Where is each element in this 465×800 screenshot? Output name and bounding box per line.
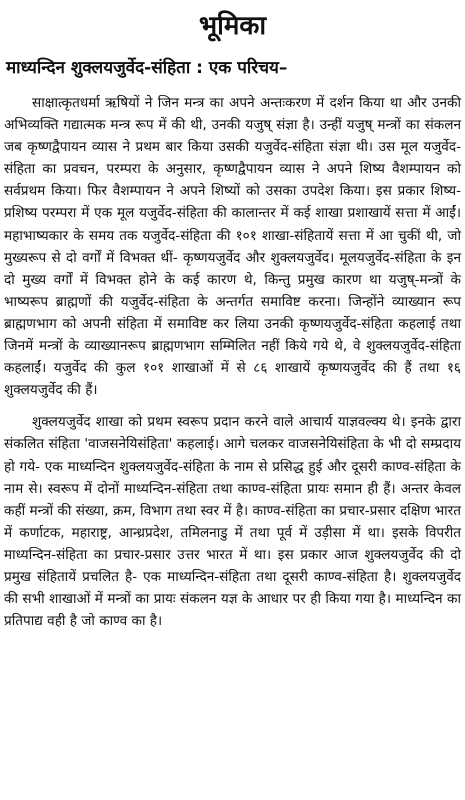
- section-heading: माध्यन्दिन शुक्लयजुर्वेद-संहिता : एक परिचय–: [6, 58, 288, 78]
- paragraph-1: साक्षात्कृतधर्मा ऋषियों ने जिन मन्त्र का अपने अन्तःकरण में दर्शन किया था और उनकी अभिव्यक्ति गद्यात्मक मन्त्र रूप में की थी, उनकी यजुष् संज्ञा है। उन्हीं यजुष् मन्त्रों का संकलन जब कृष्णद्वैपायन व्यास ने प्रथम बार किया उसकी यजुर्वेद-संहिता संज्ञा थी। उस मूल यजुर्वेद-संहिता का प्रवचन, परम्परा के अनुसार, कृष्णद्वैपायन व्यास ने अपने शिष्य वैशम्पायन को सर्वप्रथम किया। फिर वैशम्पायन ने अपने शिष्यों को उसका उपदेश किया। इस प्रकार शिष्य-प्रशिष्य परम्परा में एक मूल यजुर्वेद-संहिता की कालान्तर में कई शाखा प्रशाखायें सत्ता में आईं। महाभाष्यकार के समय तक यजुर्वेद-संहिता की १०१ शाखा-संहितायें सत्ता में आ चुकीं थी, जो मुख्यरूप से दो वर्गों में विभक्त थीं- कृष्णयजुर्वेद और शुक्लयजुर्वेद। मूलयजुर्वेद-संहिता के इन दो मुख्य वर्गों में विभक्त होने के कई कारण थे, किन्तु प्रमुख कारण था यजुष्-मन्त्रों के भाष्यरूप ब्राह्मणों की यजुर्वेद-संहिता के अन्तर्गत समाविष्ट करना। जिन्होंने व्याख्यान रूप ब्राह्मणभाग को अपनी संहिता में समाविष्ट कर लिया उनकी कृष्णयजुर्वेद-संहिता कहलाई तथा जिनमें मन्त्रों के व्याख्यानरूप ब्राह्मणभाग सम्मिलित नहीं किये गये थे, वे शुक्लयजुर्वेद-संहिता कहलाईं। यजुर्वेद की कुल १०१ शाखाओं में से ८६ शाखायें कृष्णयजुर्वेद की हैं तथा १६ शुक्लयजुर्वेद की हैं।: [4, 95, 461, 399]
- paragraph-2: शुक्लयजुर्वेद शाखा को प्रथम स्वरूप प्रदान करने वाले आचार्य याज्ञवल्क्य थे। इनके द्वारा संकलित संहिता 'वाजसनेयिसंहिता' कहलाई। आगे चलकर वाजसनेयिसंहिता के भी दो सम्प्रदाय हो गये- एक माध्यन्दिन शुक्लयजुर्वेद-संहिता के नाम से प्रसिद्ध हुई और दूसरी काण्व-संहिता के नाम से। स्वरूप में दोनों माध्यन्दिन-संहिता तथा काण्व-संहिता प्रायः समान ही हैं। अन्तर केवल कहीं मन्त्रों की संख्या, क्रम, विभाग तथा स्वर में है। काण्व-संहिता का प्रचार-प्रसार दक्षिण भारत में कर्णाटक, महाराष्ट्र, आन्ध्रप्रदेश, तमिलनाडु में तथा पूर्व में उड़ीसा में था। इसके विपरीत माध्यन्दिन-संहिता का प्रचार-प्रसार उत्तर भारत में था। इस प्रकार आज शुक्लयजुर्वेद की दो प्रमुख संहितायें प्रचलित है- एक माध्यन्दिन-संहिता तथा दूसरी काण्व-संहिता है। शुक्लयजुर्वेद की सभी शाखाओं में मन्त्रों का प्रायः संकलन यज्ञ के आधार पर ही किया गया है। माध्यन्दिन का प्रतिपाद्य वही है जो काण्व का है।: [4, 414, 461, 630]
- page-title: भूमिका: [198, 11, 267, 41]
